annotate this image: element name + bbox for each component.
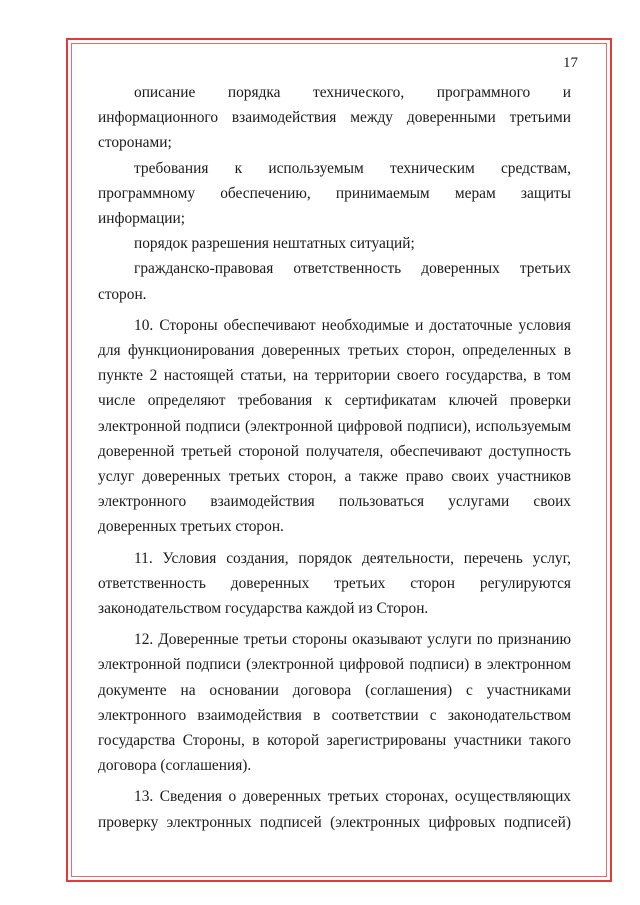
paragraph-clause-10: 10. Стороны обеспечивают необходимые и достаточные условия для функционирования доверенных третьих сторон, определенных в пункте 2 настоящей статьи, на территории своего государства, в том числе определяют требования к сертификатам ключей проверки электронной подписи (электронной цифровой подписи), используемым доверенной третьей стороной получателя, обеспечивают доступность услуг доверенных третьих сторон, а также право своих участников электронного взаимодействия пользоваться услугами своих доверенных третьих сторон.	[98, 316, 571, 536]
page-number: 17	[563, 55, 578, 71]
paragraph-emergency-procedure: порядок разрешения нештатных ситуаций;	[134, 235, 415, 253]
paragraph-technical-requirements: требования к используемым техническим средствам, программному обеспечению, принимаемым мерам защиты информации;	[98, 159, 571, 228]
paragraph-civil-liability: гражданско-правовая ответственность доверенных третьих сторон.	[98, 260, 571, 303]
document-body	[98, 80, 571, 835]
paragraph-clause-13: 13. Сведения о доверенных третьих сторонах, осуществляющих проверку электронных подписей (электронных цифровых подписей)	[98, 788, 571, 831]
paragraph-interaction-description: описание порядка технического, программного и информационного взаимодействия между доверенными третьими сторонами;	[98, 84, 571, 152]
paragraph-clause-11: 11. Условия создания, порядок деятельности, перечень услуг, ответственность доверенных третьих сторон регулируются законодательством государства каждой из Сторон.	[98, 549, 571, 618]
paragraph-clause-12: 12. Доверенные третьи стороны оказывают услуги по признанию электронной подписи (электронной цифровой подписи) в электронном документе на основании договора (соглашения) с участниками электронного взаимодействия в соответствии с законодательством государства Стороны, в которой зарегистрированы участники такого договора (соглашения).	[98, 631, 571, 775]
